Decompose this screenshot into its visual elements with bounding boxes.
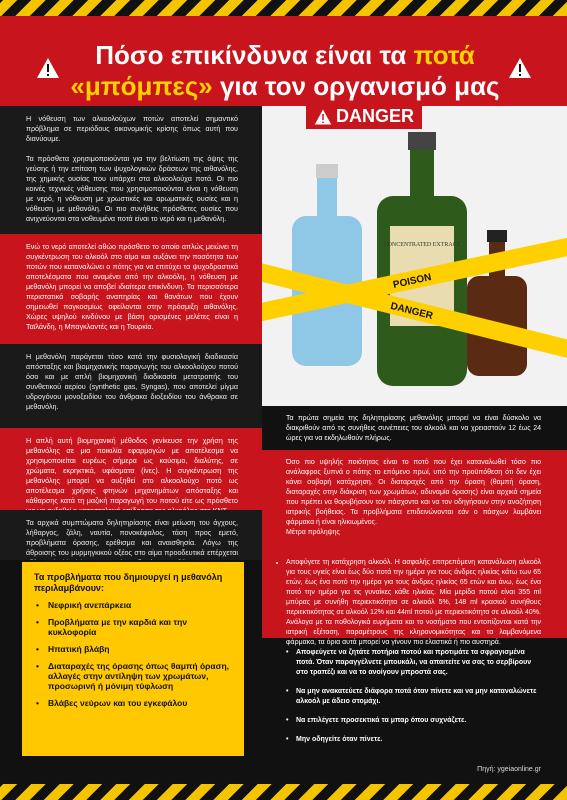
page-title bbox=[70, 40, 500, 102]
title-highlight: «μπόμπες» bbox=[70, 71, 213, 101]
hazard-stripe-bottom bbox=[0, 784, 567, 800]
paragraph: Η απλή αυτή βιομηχανική μέθοδος γενίκευσε την χρήση της μεθανόλης σε μια ποικιλία εφαρμογών με αποτέλεσμα να χρησιμοποιείται ευρέως σήμερα ως καύσιμο, διαλύτης, σε χρώματα, εκρηκτικά, υφάσματα (ίνες). Η συγκέντρωση της μεθανόλης μπορεί να αυξηθεί στο αλκοολούχο ποτό ως αποτέλεσμα χρήσης φτηνών μηχανημάτων απόσταξης και κάθαρσης κατά τη μαζική παραγωγή του ποτού είτε ως πρόσθετο bbox=[26, 436, 238, 505]
list-item: • Ηπατική βλάβη bbox=[34, 644, 232, 654]
tip-item: • Να μην ανακατεύετε διάφορα ποτά όταν πίνετε και να μην καταναλώνετε αλκοόλ με άδειο στομάχι. bbox=[286, 687, 543, 707]
header-banner bbox=[0, 16, 567, 106]
bottles-photo bbox=[262, 106, 567, 406]
symptoms-block bbox=[0, 510, 262, 560]
paragraph: Όσο πιο υψηλής ποιότητας είναι το ποτό που έχει καταναλωθεί τόσο πιο ανάλαφρος ξυπνά ο πότης το επόμενο πρωί, υπό την προϋπόθεση ότι δεν έχει κάνει σοβαρή κατάχρηση. Οι διαταραχές από την όραση (θαμπή όραση, διαταραχές στην διάκριση των χρωμάτων, αδυναμία όρασης) είναι αρχικά σημεία που πρέπει να θορυβήσουν τον πάσχοντα και να τον οδηγήσουν στην αναζήτηση ιατρικής βοήθειας. Τα προβλήματα επιδεινώνονται εάν ο πάσχων λαμβάνει φάρμακα ή είναι ηλικιωμένος. bbox=[286, 459, 541, 526]
list-item: • Προβλήματα με την καρδιά και την κυκλοφορία bbox=[34, 617, 232, 637]
bottle-label-text: CONCENTRATED EXTRACT bbox=[383, 242, 461, 248]
warning-icon bbox=[314, 108, 332, 126]
paragraph: Τα πρώτα σημεία της δηλητηρίασης μεθανόλης μπορεί να είναι δύσκολο να διακριθούν από τις συνήθεις συνέπειες του αλκοόλ και να χρειαστούν 12 έως 24 ώρες για να εκδηλωθούν πλήρως. bbox=[286, 415, 541, 442]
title-highlight: ποτά bbox=[413, 40, 475, 70]
paragraph: Ενώ το νερό αποτελεί αθώο πρόσθετο το οποίο απλώς μειώνει τη συγκέντρωση του αλκοόλ στο αίμα και αυξάνει την ποσότητα των ποτών που καταναλώνει ο πότης για να επιτύχει τα ψυχοδραστικά αποτελέσματα που αναμένει από την αλκοόλη, η νόθευση με μεθανόλη μπορεί να αποβεί ιδιαίτερα επικίνδυνη. Τα περισσότερα περιστατικά σοβαρής αναπηρίας και θανάτων που έχουν σημειωθεί παγκοσμίως οφείλονται στην πρόσμιξη αιθανόλης. Χώρες υψηλού κινδύνου με βάση ορισμένες μελέτες είναι η Ταϊλάνδη, η Μπαγκλαντές και η Τουρκία. bbox=[26, 242, 238, 331]
title-part: για τον οργανισμό μας bbox=[219, 71, 500, 101]
additives-block bbox=[0, 150, 262, 234]
tape-text: DANGER bbox=[389, 300, 434, 323]
list-item: • Νεφρική ανεπάρκεια bbox=[34, 600, 232, 610]
paragraph: Η νόθευση των αλκοολούχων ποτών αποτελεί σημαντικό πρόβλημα σε περιόδους οικονομικής κρίσης όπως αυτή που διανύουμε. bbox=[26, 114, 238, 143]
hazard-stripe-top bbox=[0, 0, 567, 16]
danger-badge bbox=[306, 104, 422, 129]
list-item: • Διαταραχές της όρασης όπως θαμπή όραση, αλλαγές στην αντίληψη των χρωμάτων, προσωρινή ή μόνιμη τύφλωση bbox=[34, 661, 232, 691]
title-part: Πόσο επικίνδυνα είναι τα bbox=[95, 40, 407, 70]
first-signs-block bbox=[262, 406, 567, 450]
danger-label: DANGER bbox=[336, 106, 415, 126]
paragraph: Τα αρχικά συμπτώματα δηλητηρίασης είναι μείωση του άγχους, λήθαργος, ζάλη, ναυτία, πονοκέφαλος, τάση προς εμετό, προβλήματα όρασης, ερέθισμα και αναισθησία. Λόγω της άθροισης του μυρμηγκικού οξέος στο αίμα προοδευτικά επέρχεται bbox=[26, 518, 238, 557]
tip-item: • Μην οδηγείτε όταν πίνετε. bbox=[286, 735, 543, 745]
tip-item: • Αποφεύγετε να ζητάτε ποτήρια ποτού και προτιμάτε τα σφραγισμένα ποτά. Όταν παραγγέλνετε μπουκάλι, να απαιτείτε να σας το σερβίρουν στο τραπέζι και να το ανοίγουν μπροστά σας. bbox=[286, 648, 543, 678]
tips-list bbox=[262, 638, 567, 764]
paragraph: Η μεθανόλη παράγεται τόσο κατά την φυσιολογική διαδικασία απόσταξης και βιομηχανικής παραγωγής του αλκοολούχου ποτού όσο και με απλή βιομηχανική διαδικασία μετατροπής του συνθετικού αερίου (synthetic gas, Syngas), που αποτελεί μίγμα υδρογόνου μονοξειδίου του άνθρακα διοξειδίου του άνθρακα σε μεθανόλη. bbox=[26, 352, 238, 411]
problems-box bbox=[20, 560, 246, 758]
problems-heading: Τα προβλήματα που δημιουργεί η μεθανόλη περιλαμβάνουν: bbox=[34, 572, 223, 593]
prevention-block bbox=[262, 550, 567, 646]
tape-text: POISON bbox=[392, 272, 433, 291]
list-item: • Αποφύγετε τη κατάχρηση αλκοόλ. Η ασφαλής επιτρεπόμενη κατανάλωση αλκοόλ για τους υγιείς είναι έως δύο ποτά την ημέρα για τους άνδρες ηλικίας κάτω των 65 ετών, έως ένα ποτό την ημέρα για τους άνδρες ηλικίας 65 ετών και άνω, έως ένα ποτό την ημέρα για τις γυναίκες κάθε ηλικίας. Μία μερίδα ποτού είναι 355 ml μπύρας με συνήθη περιεκτικότητα σε αλκοόλ 5%, 148 ml κρασιού συνήθους περιεκτικότητας σε αλκοόλ 12% και 44ml ποτού με περιεκτικότητα σε αλκοόλ 40%. Ανάλογα με τα ποθολογικά ευρήματα και το νοσήματα που εντοπίζονται κατά την ιατρική εξέταση, παραμέτρους της κληρονομικότητας και τα λαμβανόμενα φάρμακα, τα όρια αυτά μπορεί να γίνουν πιο ελαστικά ή πιο αυστηρά. bbox=[286, 558, 541, 648]
tip-item: • Να επιλέγετε προσεκτικά τα μπαρ όπου συχνάζετε. bbox=[286, 716, 543, 726]
water-methanol-block bbox=[0, 234, 262, 344]
source-credit: Πηγή: ygeiaonline.gr bbox=[477, 766, 541, 773]
vision-block bbox=[262, 450, 567, 550]
warning-icon bbox=[508, 56, 532, 80]
paragraph: Τα πρόσθετα χρησιμοποιούνται για την βελτίωση της όψης της γεύσης ή την επίταση των ψυχολογικών δράσεων της αιθανόλης, της χημικής ουσίας που υπάρχει στα αλκοολούχα ποτά. Οι πιο κοινές τεχνικές νόθευσης που χρησιμοποιούνται είναι η νόθευση με νερό, η νόθευση με χρωστικές και αρωματικές ουσίες και η νόθευση με μεθανόλη. Οι πιο συνήθεις πρόσθετες ουσίες που ανιχνεύονται στα νοθευμένα ποτά είναι το νερό και η μεθανόλη. bbox=[26, 154, 238, 223]
methanol-production-block bbox=[0, 344, 262, 428]
warning-icon bbox=[36, 56, 60, 80]
list-item: • Βλάβες νεύρων και του εγκεφάλου bbox=[34, 698, 232, 708]
subheading: Μέτρα πρόληψης bbox=[286, 529, 340, 536]
